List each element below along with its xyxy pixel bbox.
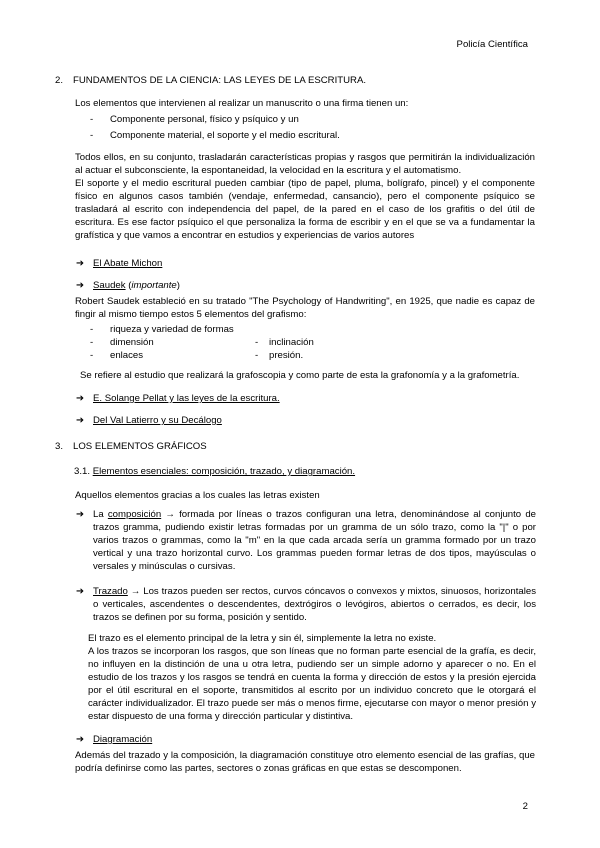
arrow-right-icon: ➔: [76, 258, 85, 269]
arrow-right-icon: ➔: [76, 415, 85, 426]
arrow-right-icon: ➔: [76, 734, 85, 745]
grafoscopia-paragraph: Se refiere al estudio que realizará la grafoscopia y como parte de esta la grafonomía y a la grafometría.: [80, 370, 520, 381]
saudek-paragraph: Robert Saudek estableció en su tratado "The Psychology of Handwriting", en 1925, que nadie es capaz de fingir al mismo tiempo estos 5 elementos del grafismo:: [75, 296, 535, 320]
grafismo-elements-list: - riqueza y variedad de formas - dimensión - inclinación - enlaces - presión.: [90, 324, 314, 361]
intro-paragraph: [75, 97, 535, 110]
body-paragraph: Todos ellos, en su conjunto, trasladarán características propias y rasgos que permitirán la individualización al actuar el subconsciente, la espontaneidad, la velocidad en la escritura y el automatismo. El soporte y el medio escritural pueden cambiar (tipo de papel, pluma, bolígrafo, pincel) y el componente físico en algunos casos también (vendaje, enfermedad, cansancio), pero el componente psíquico se trasladará al escrito con independencia del papel, de la pared en el caso de los grafitis o del útil de escritura. Es ese factor psíquico el que personaliza la forma de escribir y en el que se va a fundamentar la grafística y que vamos a encontrar en estudios y experiencias de varios autores: [75, 152, 535, 241]
arrow-right-icon: ➔: [76, 509, 85, 520]
section-title: FUNDAMENTOS DE LA CIENCIA: LAS LEYES DE LA ESCRITURA.: [73, 75, 367, 86]
components-list: [90, 113, 530, 144]
section-number: 3.: [55, 441, 64, 452]
trazado-paragraphs: El trazo es el elemento principal de la letra y sin él, simplemente la letra no existe. A los trazos se incorporan los rasgos, que son líneas que no forman parte esencial de la grafía, es decir, no influyen en la distinción de una u otra letra, pudiendo ser un simple adorno y aparecer o no. En el estudio de los trazos y los rasgos se tendrá en cuenta la forma y dirección de estos y la presión ejercida por el útil escritural en el soporte, transmitidos al escrito por un individuo concreto que le otorgará el carácter individualizador. El trazo puede ser más o menos firme, ejecutarse con mayor o menor presión y estar dispuesto de una forma y dirección particular y distintiva.: [88, 633, 536, 722]
trazado-item: ➔ Trazado → Los trazos pueden ser rectos, curvos cóncavos o convexos y mixtos, sinuosos, horizontales o verticales, ascendentes o descendentes, dextrógiros o levógiros, abiertos o cerrados, es decir, los trazos se definen por su forma, posición y sentido.: [76, 586, 536, 623]
arrow-right-icon: ➔: [76, 586, 85, 597]
section-title: LOS ELEMENTOS GRÁFICOS: [73, 441, 207, 452]
section3-intro: Aquellos elementos gracias a los cuales las letras existen: [75, 490, 320, 501]
list-item: - Componente material, el soporte y el medio escritural.: [90, 129, 340, 141]
diagramacion-item: ➔ Diagramación: [76, 734, 153, 745]
section-3-heading: [55, 440, 535, 453]
composicion-item: ➔ La composición → formada por líneas o trazos configuran una letra, denominándose al conjunto de trazos gramma, pudiendo existir letras formadas por un gramma de un sólo trazo, como la "|" o por varios trazos o grammas, como la "m" en la que cada arcada sería un gramma formado por un trazo vertical y una trazo horizontal curvo. Los grammas pueden formar letras de dos tipos, mayúsculas o versales y minúsculas o cursivas.: [76, 509, 536, 572]
author-item-saudek: ➔ Saudek (importante): [76, 280, 180, 291]
section-2-heading: [55, 74, 535, 87]
author-item-michon: ➔ El Abate Michon: [76, 258, 163, 269]
author-item-pellat: ➔ E. Solange Pellat y las leyes de la escritura.: [76, 393, 280, 404]
arrow-right-icon: ➔: [76, 280, 85, 291]
intro-text: Los elementos que intervienen al realizar un manuscrito o una firma tienen un:: [75, 98, 409, 109]
list-item: - Componente personal, físico y psíquico y un: [90, 114, 299, 125]
author-item-latierro: ➔ Del Val Latierro y su Decálogo: [76, 415, 222, 426]
diagramacion-paragraph: Además del trazado y la composición, la diagramación constituye otro elemento esencial de las grafías, que podría definirse como las partes, sectores o zonas gráficas en que estas se descomponen.: [75, 750, 535, 774]
page-number: 2: [522, 801, 528, 812]
section-number: 2.: [55, 75, 64, 86]
arrow-right-icon: ➔: [76, 393, 85, 404]
running-header: Policía Científica: [456, 39, 528, 50]
subsection-heading: 3.1. Elementos esenciales: composición, trazado, y diagramación.: [74, 466, 356, 477]
